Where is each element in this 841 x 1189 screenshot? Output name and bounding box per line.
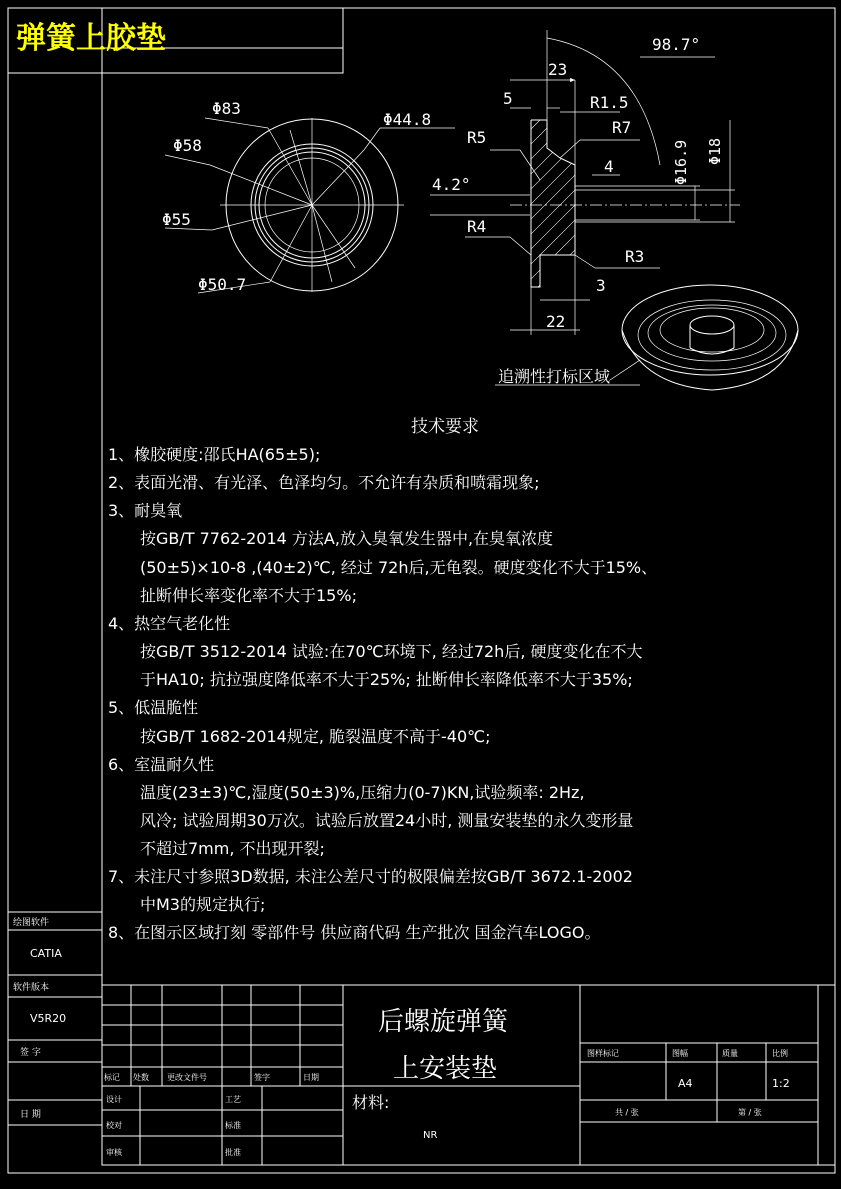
requirements-heading: 技术要求 [411, 417, 479, 437]
material-label: 材料: [352, 1093, 390, 1112]
part-name-line1: 后螺旋弹簧 [378, 1007, 509, 1037]
dim-angle-98-7: 98.7° [652, 35, 701, 54]
dim-r1-5: R1.5 [590, 93, 629, 112]
left-strip [8, 912, 102, 1125]
dim-r4: R4 [467, 217, 487, 236]
process-label: 工艺 [225, 1095, 241, 1104]
iso-view [495, 285, 798, 390]
review-label: 审核 [106, 1148, 122, 1157]
dim-23: 23 [548, 60, 568, 79]
section-view [430, 30, 740, 335]
req-line: 2、表面光滑、有光泽、色泽均匀。不允许有杂质和喷霜现象; [108, 473, 540, 492]
req-line: 7、未注尺寸参照3D数据, 未注公差尺寸的极限偏差按GB/T 3672.1-2002 [108, 867, 633, 886]
rev-header-doc: 更改文件号 [167, 1073, 207, 1082]
part-title: 弹簧上胶垫 [16, 21, 166, 56]
req-line: 温度(23±3)℃,湿度(50±3)%,压缩力(0-7)KN,试验频率: 2Hz, [140, 783, 585, 802]
dim-d16-9: Φ16.9 [672, 139, 690, 185]
dim-5: 5 [503, 89, 513, 108]
rev-header-count: 处数 [133, 1073, 149, 1082]
req-line: 1、橡胶硬度:邵氏HA(65±5); [108, 445, 321, 464]
dim-d58: Φ58 [173, 136, 202, 155]
req-line: (50±5)×10-8 ,(40±2)℃, 经过 72h后,无龟裂。硬度变化不大于15%、 [140, 558, 658, 577]
technical-requirements [108, 417, 657, 942]
dim-d55: Φ55 [162, 210, 191, 229]
req-line: 中M3的规定执行; [140, 895, 266, 914]
outer-frame [8, 8, 835, 1173]
sign-label: 签 字 [20, 1048, 41, 1058]
title-block [102, 985, 835, 1165]
approve-label: 批准 [225, 1148, 241, 1157]
total-sheets-label: 共 / 张 [615, 1108, 639, 1117]
dim-4: 4 [604, 157, 614, 176]
req-line: 按GB/T 7762-2014 方法A,放入臭氧发生器中,在臭氧浓度 [140, 529, 554, 548]
req-line: 风冷; 试验周期30万次。试验后放置24小时, 测量安装垫的永久变形量 [140, 811, 634, 830]
software-value: CATIA [30, 947, 62, 960]
dim-angle-4-2: 4.2° [432, 175, 471, 194]
part-name-line2: 上安装垫 [393, 1054, 498, 1084]
dim-d44-8: Φ44.8 [383, 110, 432, 129]
material-value: NR [423, 1130, 438, 1141]
standard-label: 标准 [225, 1121, 241, 1130]
sheet-size-label: 图幅 [672, 1049, 688, 1058]
drawing-mark-label: 图样标记 [587, 1049, 619, 1058]
dim-r7: R7 [612, 118, 632, 137]
scale-label: 比例 [772, 1049, 788, 1058]
scale-value: 1:2 [772, 1077, 790, 1090]
dim-d50-7: Φ50.7 [198, 275, 247, 294]
version-value: V5R20 [30, 1012, 67, 1025]
req-line: 6、室温耐久性 [108, 755, 215, 774]
req-line: 按GB/T 3512-2014 试验:在70℃环境下, 经过72h后, 硬度变化在不大 [140, 642, 643, 661]
req-line: 不超过7mm, 不出现开裂; [140, 839, 325, 858]
req-line: 按GB/T 1682-2014规定, 脆裂温度不高于-40℃; [140, 727, 491, 746]
rev-header-date: 日期 [303, 1073, 319, 1082]
req-line: 5、低温脆性 [108, 698, 199, 717]
dim-r5: R5 [467, 128, 487, 147]
design-label: 设计 [106, 1095, 122, 1104]
req-line: 8、在图示区域打刻 零部件号 供应商代码 生产批次 国金汽车LOGO。 [108, 923, 601, 942]
weight-label: 质量 [722, 1049, 738, 1058]
sheet-size-value: A4 [678, 1077, 693, 1090]
dim-22: 22 [546, 312, 566, 331]
trace-area-label: 追溯性打标区域 [498, 367, 611, 386]
dim-r3: R3 [625, 247, 645, 266]
dim-3: 3 [596, 276, 606, 295]
req-line: 于HA10; 抗拉强度降低率不大于25%; 扯断伸长率降低率不大于35%; [140, 670, 633, 689]
dim-d18: Φ18 [706, 137, 724, 165]
dim-d83: Φ83 [212, 99, 241, 118]
req-line: 3、耐臭氧 [108, 501, 183, 520]
sheet-no-label: 第 / 张 [738, 1108, 762, 1117]
req-line: 4、热空气老化性 [108, 614, 231, 633]
check-label: 校对 [106, 1121, 122, 1130]
front-view [162, 99, 455, 294]
rev-header-mark: 标记 [104, 1073, 120, 1082]
software-label: 绘图软件 [13, 918, 50, 928]
version-label: 软件版本 [13, 983, 50, 993]
date-label: 日 期 [20, 1110, 41, 1120]
req-line: 扯断伸长率变化率不大于15%; [140, 586, 357, 605]
rev-header-sign: 签字 [254, 1073, 270, 1082]
